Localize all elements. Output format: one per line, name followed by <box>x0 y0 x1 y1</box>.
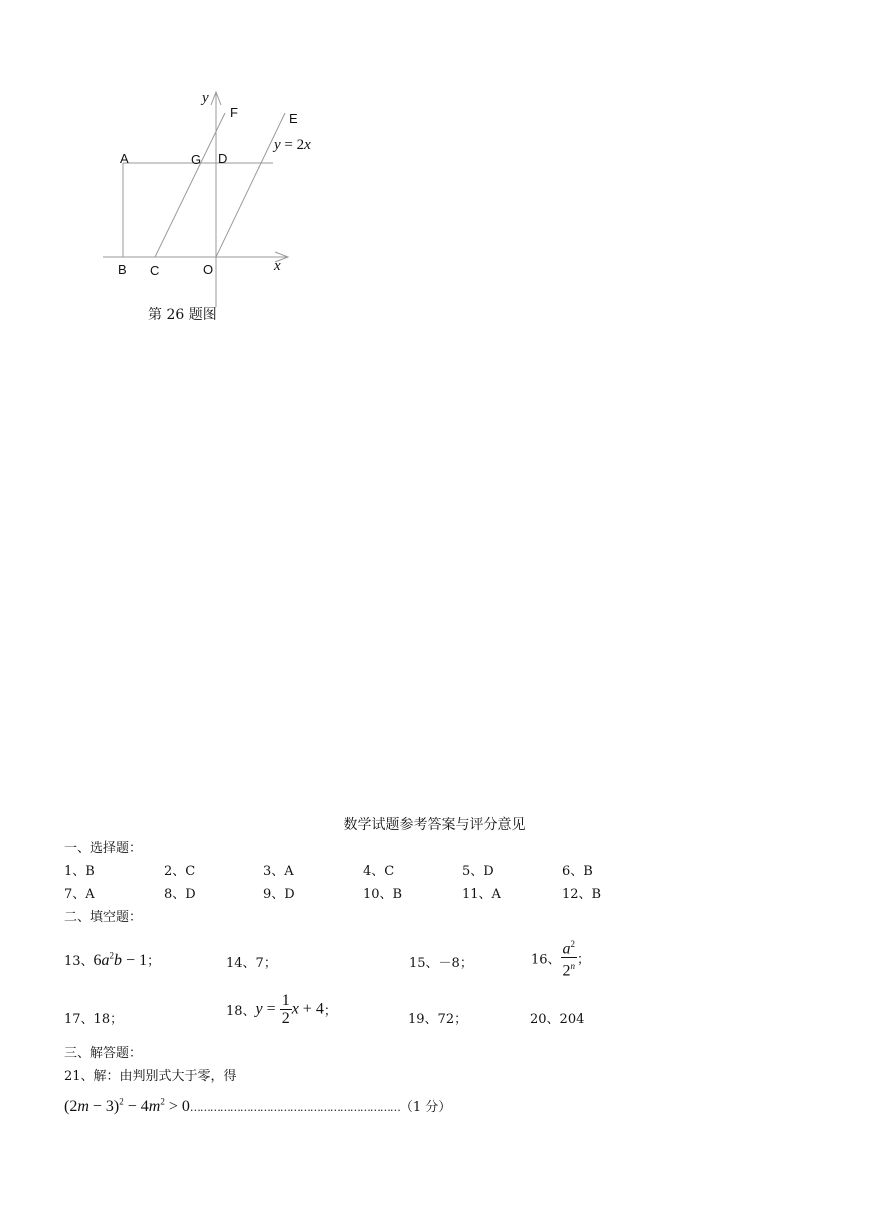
q13-var-b: b <box>114 952 123 969</box>
point-b-label: B <box>118 262 127 277</box>
q18-lhs: y <box>255 1000 263 1018</box>
choice-answer: 9、D <box>263 887 295 902</box>
choice-answer: 6、B <box>562 864 593 879</box>
q16-denom-base: 2 <box>562 962 571 980</box>
answer-15: 15、－8； <box>409 956 473 971</box>
axis-x-label: x <box>274 258 281 274</box>
figure-caption: 第 26 题图 <box>148 307 217 323</box>
q21-var-m2: m <box>148 1098 161 1115</box>
q21-part-c: − 4 <box>123 1098 149 1115</box>
answer-20: 20、204 <box>530 1012 585 1027</box>
answer-19: 19、72； <box>408 1012 468 1027</box>
q21-exp-2: 2 <box>160 1096 165 1107</box>
eq-coef: 2 <box>296 137 305 153</box>
section-solve-heading: 三、解答题： <box>64 1046 143 1061</box>
q13-exp: 2 <box>109 950 115 961</box>
choice-answer: 11、A <box>462 887 501 902</box>
answer-18 <box>226 992 337 1027</box>
choice-answer: 1、B <box>64 864 95 879</box>
q16-number: 16、 <box>531 952 561 968</box>
point-g-label: G <box>191 152 202 167</box>
q21-part-b: − 3) <box>88 1098 120 1115</box>
choice-answer: 8、D <box>164 887 196 902</box>
point-o-label: O <box>203 262 214 277</box>
q18-fraction <box>280 992 292 1027</box>
q13-number: 13、 <box>64 954 94 969</box>
q16-denom-exp: n <box>570 961 576 972</box>
section-choice-heading: 一、选择题： <box>64 841 143 856</box>
figure-26-diagram <box>95 85 335 315</box>
line-oe <box>216 113 285 257</box>
q18-numerator: 1 <box>281 992 290 1009</box>
answers-title: 数学试题参考答案与评分意见 <box>343 817 526 833</box>
choice-answer: 3、A <box>263 864 294 879</box>
axis-y-label: y <box>202 90 209 106</box>
q21-score: （1 分） <box>399 1100 452 1115</box>
q21-var-m1: m <box>77 1098 89 1115</box>
q21-dots: ……………………………………………………… <box>189 1101 400 1114</box>
q21-exp-1: 2 <box>119 1096 124 1107</box>
eq-sign: = <box>280 137 297 153</box>
line-cf <box>155 113 228 257</box>
q18-expression <box>256 1001 280 1018</box>
point-f-label: F <box>230 105 238 120</box>
line-equation-label <box>274 137 311 154</box>
q18-rest <box>292 1001 324 1018</box>
q13-coef: 6 <box>93 952 102 969</box>
q18-number: 18、 <box>226 1004 256 1019</box>
q21-formula <box>64 1098 190 1115</box>
q18-plus-four: + 4 <box>298 1000 324 1018</box>
q13-var-a: a <box>101 952 110 969</box>
q21-intro: 21、解：由判别式大于零，得 <box>64 1069 237 1084</box>
choice-answer: 4、C <box>363 864 395 879</box>
q16-numer-var: a <box>562 940 571 958</box>
q18-end: ； <box>323 1004 337 1019</box>
section-fill-heading: 二、填空题： <box>64 910 143 925</box>
point-e-label: E <box>289 111 298 126</box>
choice-answer: 10、B <box>363 887 403 902</box>
point-d-label: D <box>218 151 228 166</box>
q16-numerator <box>561 936 578 958</box>
choice-answer: 7、A <box>64 887 95 902</box>
answer-17: 17、18； <box>64 1012 124 1027</box>
answer-14: 14、7； <box>226 956 277 971</box>
q13-end: ； <box>147 954 161 969</box>
answer-13 <box>64 950 160 970</box>
choice-answer: 2、C <box>164 864 196 879</box>
q18-denominator: 2 <box>281 1010 290 1027</box>
q13-minus-one: − 1 <box>122 952 148 969</box>
point-a-label: A <box>120 151 129 166</box>
q18-eq: = <box>262 1000 280 1018</box>
q16-end: ； <box>577 952 591 968</box>
choice-answer: 12、B <box>562 887 602 902</box>
q21-formula-line <box>64 1096 451 1116</box>
q16-fraction <box>561 936 578 980</box>
q16-numer-exp: 2 <box>570 939 576 949</box>
q13-expression <box>94 952 148 969</box>
q21-part-a: (2 <box>64 1098 78 1115</box>
eq-lhs: y <box>274 137 281 153</box>
point-c-label: C <box>150 263 160 278</box>
q18-var: x <box>291 1000 299 1018</box>
figure-26 <box>95 85 335 315</box>
q21-part-d: > 0 <box>164 1098 190 1115</box>
answer-16 <box>531 936 590 980</box>
eq-var: x <box>304 137 311 153</box>
q16-denominator <box>561 958 578 979</box>
choice-answer: 5、D <box>462 864 494 879</box>
